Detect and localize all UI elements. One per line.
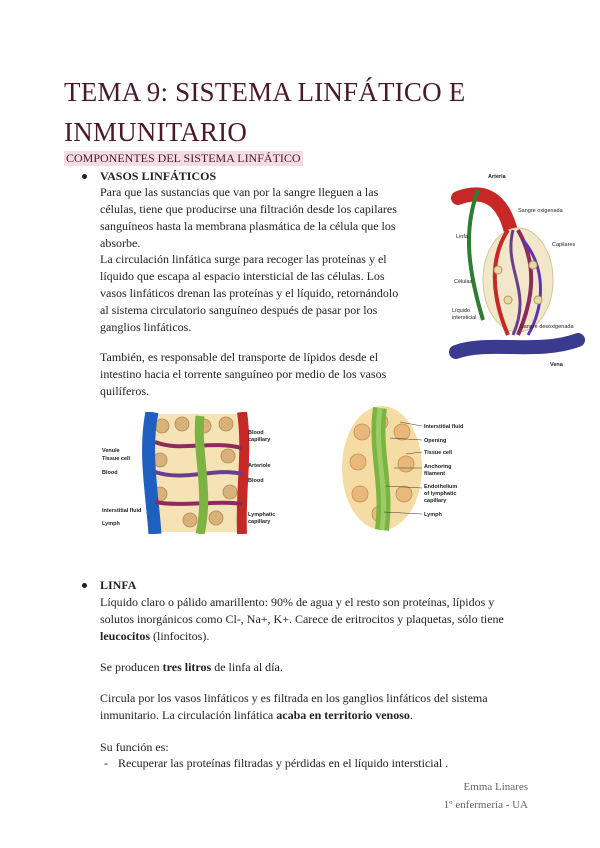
linfa-p2-end: de linfa al día. [214, 660, 283, 674]
label-intersticial: intersticial [452, 315, 477, 321]
label-lymphatic-1: Lymphatic [248, 512, 276, 518]
label-endothelium-1: Endothelium [424, 484, 458, 490]
linfa-heading: LINFA [100, 578, 137, 592]
linfa-p1-text: Líquido claro o pálido amarillento: 90% de agua y el resto son proteínas, lípidos y solutos inorgánicos como Cl-, Na+, K+. Carece de eritrocitos y plaquetas, sólo tiene [100, 595, 504, 626]
label-blood-capillary-1: Blood [248, 430, 264, 436]
label-blood-right: Blood [248, 478, 264, 484]
label-arteria: Arteria [488, 174, 506, 180]
label-arteriole: Arteriole [248, 463, 271, 469]
linfa-paragraph-2 [100, 659, 530, 676]
linfa-p3-end: . [409, 708, 413, 722]
linfa-p2-bold: tres litros [162, 660, 212, 674]
label-venule: Venule [102, 448, 120, 454]
bullet-dot [82, 174, 87, 179]
label-capilares: Capilares [552, 242, 576, 248]
vasos-heading: VASOS LINFÁTICOS [100, 169, 217, 183]
section-heading: COMPONENTES DEL SISTEMA LINFÁTICO [66, 151, 301, 165]
linfa-list-item-text: Recuperar las proteínas filtradas y pérdidas en el líquido intersticial . [118, 756, 449, 770]
label-lymph: Lymph [102, 521, 120, 527]
footer-course: 1º enfermería - UA [443, 799, 528, 811]
linfa-p2-text: Se producen [100, 660, 160, 674]
list-dash: - [104, 756, 108, 770]
page-title: TEMA 9: SISTEMA LINFÁTICO E INMUNITARIO [64, 77, 466, 147]
label-endothelium-2: of lymphatic [424, 491, 457, 497]
lymphatic-detail-figure [340, 402, 530, 532]
linfa-list-item-1 [104, 756, 449, 771]
footer-author: Emma Linares [463, 781, 528, 793]
bullet-linfa [82, 578, 136, 593]
label-tissue-cell-2: Tissue cell [424, 450, 453, 456]
vasos-paragraph-2: La circulación linfática surge para recoger las proteínas y el líquido que escapa al espacio intersticial de las células. Los vasos linfáticos drenan las proteínas y el líquido, retornándolo al sistema circulatorio sanguíneo después de pasar por los ganglios linfáticos. [100, 252, 399, 334]
bullet-vasos [82, 169, 216, 184]
linfa-p3-text: Circula por los vasos linfáticos y es filtrada en los ganglios linfáticos del sistema inmunitario. La circulación linfática [100, 691, 488, 722]
bullet-dot [82, 583, 87, 588]
label-endothelium-3: capillary [424, 498, 447, 504]
label-anchoring-1: Anchoring [424, 464, 452, 470]
label-lymphatic-2: capillary [248, 519, 271, 525]
label-sangre-desoxigenada: Sangre desoxigenada [520, 324, 574, 330]
label-sangre-oxigenada: Sangre oxigenada [518, 208, 563, 214]
capillary-bed-figure [448, 170, 588, 375]
label-celulas: Células [454, 279, 473, 285]
vasos-paragraph-3: También, es responsable del transporte de lípidos desde el intestino hacia el torrente sanguíneo por medio de los vasos quilíferos. [100, 350, 387, 398]
label-blood-capillary-2: capillary [248, 437, 271, 443]
label-anchoring-2: filament [424, 471, 446, 477]
label-liquido: Líquido [452, 308, 471, 314]
label-interstitial-fluid-2: Interstitial fluid [424, 424, 464, 430]
lymphatic-capillary-figure [100, 412, 300, 534]
label-opening: Opening [424, 438, 447, 444]
vasos-paragraph-1: Para que las sustancias que van por la sangre lleguen a las células, tiene que producirse una filtración desde los capilares sanguíneos hasta la membrana plasmática de la célula que los absorbe. [100, 185, 397, 250]
linfa-p1-bold: leucocitos [100, 629, 150, 643]
label-linfa: Linfa [456, 234, 468, 240]
linfa-paragraph-3 [100, 690, 530, 724]
linfa-paragraph-4: Su función es: [100, 740, 169, 754]
label-blood-left: Blood [102, 470, 118, 476]
linfa-paragraph-1 [100, 594, 530, 645]
label-vena: Vena [550, 362, 563, 368]
linfa-p1-end: (linfocitos). [153, 629, 210, 643]
linfa-p3-bold: acaba en territorio venoso [276, 708, 410, 722]
label-interstitial-fluid: Interstitial fluid [102, 508, 142, 514]
label-lymph-2: Lymph [424, 512, 442, 518]
label-tissue-cell: Tissue cell [102, 456, 131, 462]
